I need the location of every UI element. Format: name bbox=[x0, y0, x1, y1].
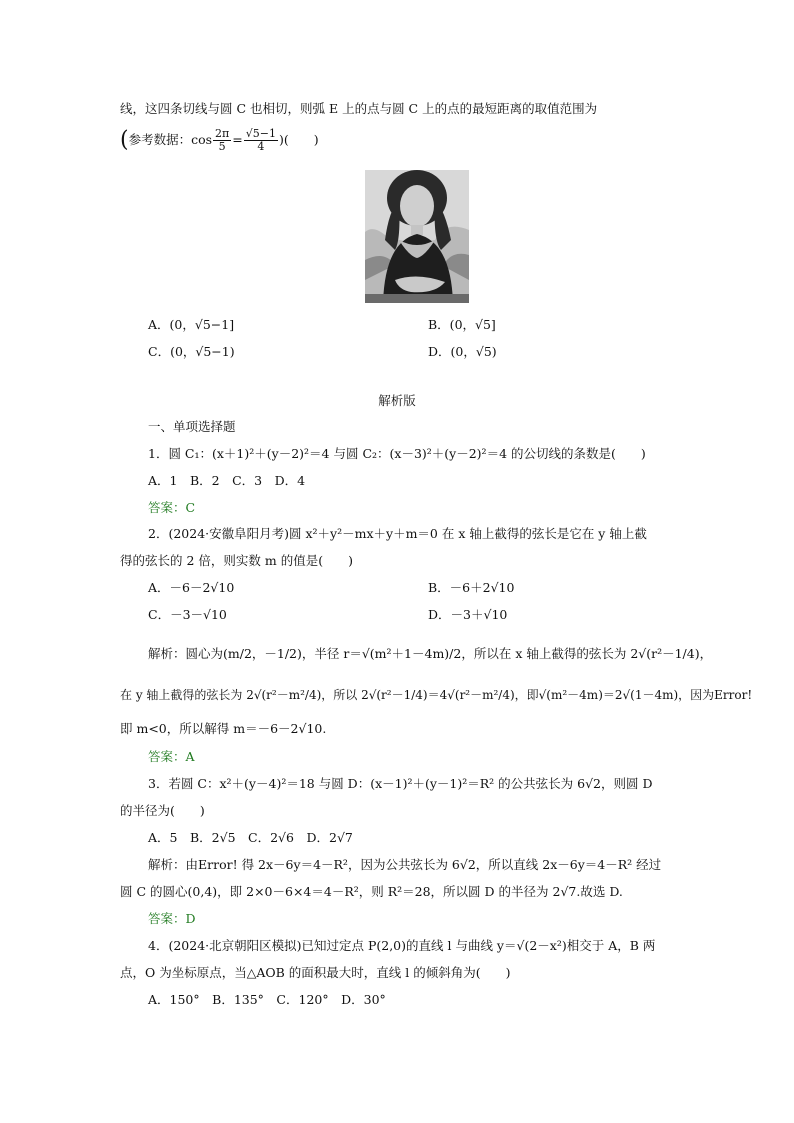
ref-label: 参考数据：cos bbox=[128, 132, 213, 147]
q4-stem-2: 点，O 为坐标原点，当△AOB 的面积最大时，直线 l 的倾斜角为( ) bbox=[120, 965, 511, 980]
q2-option-a: A．－6－2√10 bbox=[148, 580, 235, 595]
part-heading: 一、单项选择题 bbox=[148, 419, 236, 434]
fraction-sqrt5-1-4: $\frac{√5-1}{4}$ bbox=[245, 127, 276, 153]
q4-options: A．150° B．135° C．120° D．30° bbox=[148, 992, 386, 1007]
option-b: B．(0，√5] bbox=[428, 317, 496, 332]
q4-stem-1: 4．(2024·北京朝阳区模拟)已知过定点 P(2,0)的直线 l 与曲线 y＝√(2－x²)相交于 A，B 两 bbox=[148, 938, 656, 953]
q2-solution-3: 即 m<0，所以解得 m＝－6－2√10. bbox=[120, 721, 327, 736]
continuation-line-1: 线，这四条切线与圆 C 也相切，则弧 E 上的点与圆 C 上的点的最短距离的取值范围为 bbox=[120, 101, 598, 116]
option-c: C．(0，√5−1) bbox=[148, 344, 235, 359]
q3-solution-2: 圆 C 的圆心(0,4)，即 2×0－6×4＝4－R²，则 R²＝28，所以圆 D 的半径为 2√7.故选 D. bbox=[120, 884, 623, 899]
q2-stem-2: 得的弦长的 2 倍，则实数 m 的值是( ) bbox=[120, 553, 353, 568]
q3-options: A．5 B．2√5 C．2√6 D．2√7 bbox=[148, 830, 353, 845]
mona-lisa-image bbox=[365, 170, 469, 303]
reference-data-line: (参考数据：cos $\frac{2\pi}{5}$ = $\frac{√5-1}{4}$ )( ) bbox=[120, 127, 319, 153]
q1-options: A．1 B．2 C．3 D．4 bbox=[148, 473, 306, 488]
q2-solution-1: 解析：圆心为(m/2，－1/2)，半径 r＝√(m²＋1－4m)/2，所以在 x 轴上截得的弦长为 2√(r²－1/4)， bbox=[148, 646, 713, 661]
fraction-2pi-5: $\frac{2\pi}{5}$ bbox=[215, 127, 230, 153]
q2-option-c: C．－3－√10 bbox=[148, 607, 227, 622]
q2-option-d: D．－3＋√10 bbox=[428, 607, 508, 622]
q2-option-b: B．－6＋2√10 bbox=[428, 580, 515, 595]
q3-stem-1: 3．若圆 C：x²＋(y－4)²＝18 与圆 D：(x－1)²＋(y－1)²＝R² 的公共弦长为 6√2，则圆 D bbox=[148, 776, 653, 791]
q3-answer: 答案：D bbox=[148, 911, 196, 926]
q2-stem-1: 2．(2024·安徽阜阳月考)圆 x²＋y²－mx＋y＋m＝0 在 x 轴上截得的弦长是它在 y 轴上截 bbox=[148, 526, 647, 541]
option-d: D．(0，√5) bbox=[428, 344, 497, 359]
q2-solution-2: 在 y 轴上截得的弦长为 2√(r²－m²/4)，所以 2√(r²－1/4)＝4√(r²－m²/4)，即√(m²－4m)＝2√(1－4m)，因为Error! bbox=[120, 688, 753, 702]
q3-stem-2: 的半径为( ) bbox=[120, 803, 205, 818]
q3-solution-1: 解析：由Error! 得 2x－6y＝4－R²，因为公共弦长为 6√2，所以直线 2x－6y＝4－R² 经过 bbox=[148, 857, 662, 872]
section-title: 解析版 bbox=[378, 393, 416, 408]
option-a: A．(0，√5−1] bbox=[148, 317, 235, 332]
left-paren: ( bbox=[120, 127, 129, 153]
q2-answer: 答案：A bbox=[148, 749, 195, 764]
q1-answer: 答案：C bbox=[148, 500, 196, 515]
q1-stem: 1．圆 C₁：(x＋1)²＋(y－2)²＝4 与圆 C₂：(x－3)²＋(y－2)²＝4 的公切线的条数是( ) bbox=[148, 446, 646, 461]
